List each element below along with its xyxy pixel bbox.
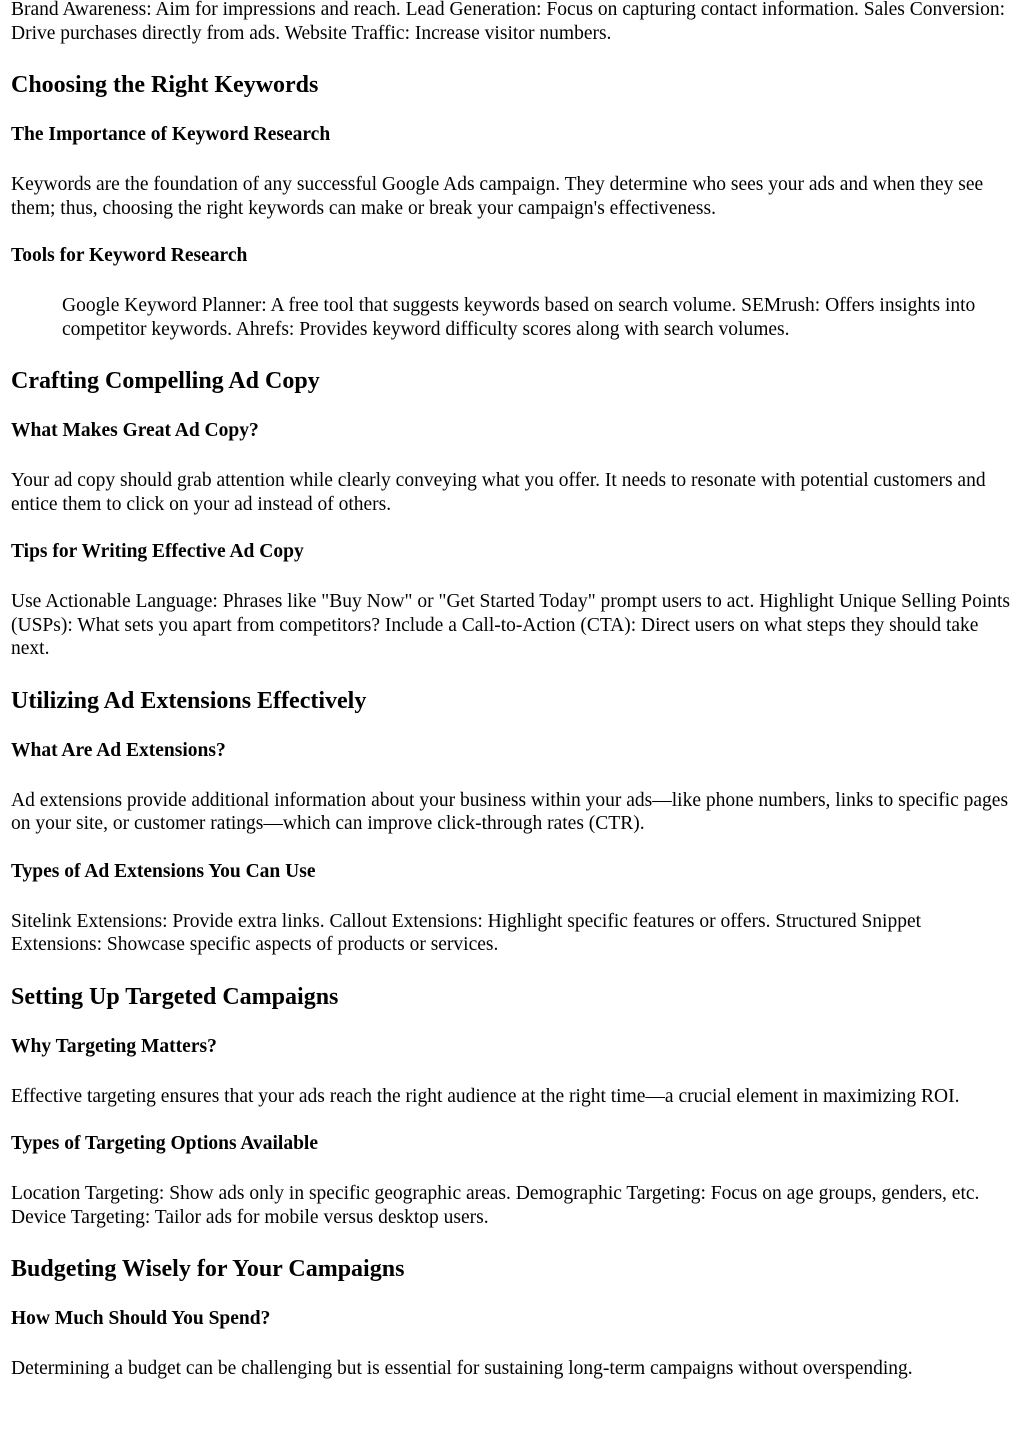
paragraph-ad-copy-tips: Use Actionable Language: Phrases like "Buy Now" or "Get Started Today" prompt users to act. Highlight Unique Selling Points (USPs): What sets you apart from competitors? Include a Call-to-Action (CTA): Direct users on what steps they should take next. [11,591,1011,659]
subheading-great-ad-copy: What Makes Great Ad Copy? [11,420,259,441]
subheading-targeting-options: Types of Targeting Options Available [11,1133,318,1154]
section-heading-targeting: Setting Up Targeted Campaigns [11,983,339,1010]
paragraph-what-are-extensions: Ad extensions provide additional information about your business within your ads—like phone numbers, links to specific pages on your site, or customer ratings—which can improve click-through rates (CTR). [11,789,1009,834]
subheading-ad-copy-tips: Tips for Writing Effective Ad Copy [11,541,304,562]
subheading-keyword-tools: Tools for Keyword Research [11,245,248,266]
paragraph-how-much-spend: Determining a budget can be challenging but is essential for sustaining long-term campaigns without overspending. [11,1358,913,1379]
section-heading-ad-copy: Crafting Compelling Ad Copy [11,368,320,394]
subheading-extension-types: Types of Ad Extensions You Can Use [11,860,316,882]
subheading-what-are-extensions: What Are Ad Extensions? [11,739,226,761]
section-heading-keywords: Choosing the Right Keywords [11,72,319,98]
section-heading-ad-extensions: Utilizing Ad Extensions Effectively [11,687,367,714]
section-heading-budgeting: Budgeting Wisely for Your Campaigns [11,1256,405,1282]
subheading-keyword-research: The Importance of Keyword Research [11,124,331,145]
paragraph-why-targeting: Effective targeting ensures that your ads reach the right audience at the right time—a crucial element in maximizing ROI. [11,1085,960,1107]
paragraph-great-ad-copy: Your ad copy should grab attention while clearly conveying what you offer. It needs to resonate with potential customers and entice them to click on your ad instead of others. [11,470,986,515]
subheading-why-targeting: Why Targeting Matters? [11,1035,217,1057]
paragraph-keyword-research: Keywords are the foundation of any successful Google Ads campaign. They determine who sees your ads and when they see them; thus, choosing the right keywords can make or break your campaign's effectiveness. [11,174,984,219]
paragraph-extension-types: Sitelink Extensions: Provide extra links. Callout Extensions: Highlight specific features or offers. Structured Snippet Extensions: Showcase specific aspects of products or services. [11,910,922,955]
subheading-how-much-spend: How Much Should You Spend? [11,1308,271,1329]
intro-paragraph: Brand Awareness: Aim for impressions and reach. Lead Generation: Focus on capturing contact information. Sales Conversion: Drive purchases directly from ads. Website Traffic: Increase visitor numbers. [11,0,1006,44]
paragraph-targeting-options: Location Targeting: Show ads only in specific geographic areas. Demographic Targeting: Focus on age groups, genders, etc. Device Targeting: Tailor ads for mobile versus desktop users. [11,1183,980,1228]
blockquote-keyword-tools: Google Keyword Planner: A free tool that suggests keywords based on search volume. SEMrush: Offers insights into competitor keywords. Ahrefs: Provides keyword difficulty scores along with search volumes. [62,295,976,340]
